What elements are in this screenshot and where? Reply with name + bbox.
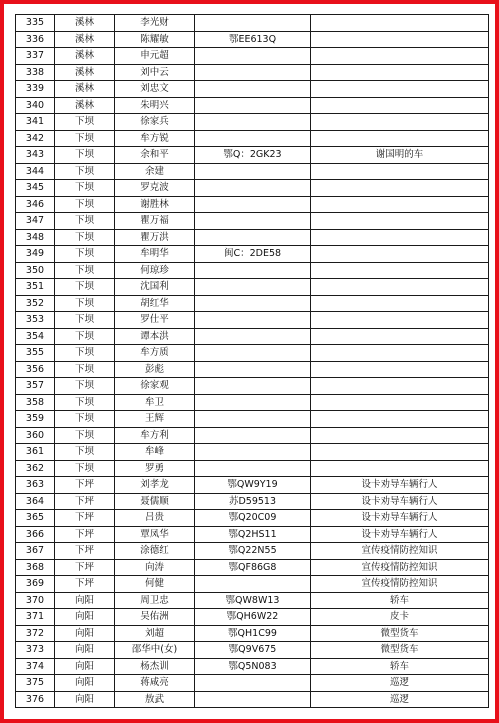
row-number-cell: 345 [16, 180, 55, 197]
person-name-cell: 敖武 [115, 691, 195, 708]
table-row [16, 576, 489, 593]
village-cell: 下坝 [55, 444, 115, 461]
person-name-cell: 刘超 [115, 625, 195, 642]
plate-number-cell: 鄂Q：2GK23 [195, 147, 311, 164]
person-name-cell: 涂德红 [115, 543, 195, 560]
village-cell: 下坝 [55, 378, 115, 395]
plate-number-cell [195, 312, 311, 329]
row-number-cell: 376 [16, 691, 55, 708]
row-number-cell: 349 [16, 246, 55, 263]
plate-number-cell [195, 48, 311, 65]
note-cell: 设卡劝导车辆行人 [311, 510, 489, 527]
village-cell: 向阳 [55, 675, 115, 692]
row-number-cell: 346 [16, 196, 55, 213]
note-cell: 轿车 [311, 592, 489, 609]
note-cell [311, 427, 489, 444]
note-cell [311, 31, 489, 48]
row-number-cell: 339 [16, 81, 55, 98]
table-row [16, 229, 489, 246]
table-row [16, 625, 489, 642]
village-cell: 下坪 [55, 576, 115, 593]
plate-number-cell [195, 576, 311, 593]
plate-number-cell [195, 279, 311, 296]
village-cell: 向阳 [55, 625, 115, 642]
village-cell: 向阳 [55, 691, 115, 708]
plate-number-cell [195, 97, 311, 114]
table-row [16, 543, 489, 560]
row-number-cell: 372 [16, 625, 55, 642]
row-number-cell: 335 [16, 15, 55, 32]
village-cell: 下坪 [55, 493, 115, 510]
person-name-cell: 吴佑洲 [115, 609, 195, 626]
row-number-cell: 358 [16, 394, 55, 411]
note-cell [311, 312, 489, 329]
row-number-cell: 350 [16, 262, 55, 279]
table-row [16, 361, 489, 378]
person-name-cell: 牟方利 [115, 427, 195, 444]
note-cell: 宣传疫情防控知识 [311, 576, 489, 593]
village-cell: 下坝 [55, 130, 115, 147]
note-cell [311, 345, 489, 362]
plate-number-cell [195, 64, 311, 81]
person-name-cell: 邵华中(女) [115, 642, 195, 659]
village-cell: 下坪 [55, 543, 115, 560]
plate-number-cell [195, 114, 311, 131]
table-row [16, 213, 489, 230]
table-row [16, 97, 489, 114]
row-number-cell: 347 [16, 213, 55, 230]
table-row [16, 609, 489, 626]
village-cell: 下坝 [55, 213, 115, 230]
plate-number-cell: 鄂QW8W13 [195, 592, 311, 609]
village-cell: 溪林 [55, 48, 115, 65]
row-number-cell: 341 [16, 114, 55, 131]
note-cell [311, 378, 489, 395]
person-name-cell: 刘中云 [115, 64, 195, 81]
plate-number-cell [195, 460, 311, 477]
person-name-cell: 向涛 [115, 559, 195, 576]
row-number-cell: 348 [16, 229, 55, 246]
village-cell: 溪林 [55, 97, 115, 114]
table-row [16, 493, 489, 510]
table-row [16, 246, 489, 263]
village-cell: 下坝 [55, 460, 115, 477]
note-cell [311, 229, 489, 246]
person-name-cell: 瞿万洪 [115, 229, 195, 246]
person-name-cell: 徐家兵 [115, 114, 195, 131]
plate-number-cell [195, 427, 311, 444]
row-number-cell: 352 [16, 295, 55, 312]
person-name-cell: 聂儒顺 [115, 493, 195, 510]
table-row [16, 427, 489, 444]
village-cell: 下坝 [55, 180, 115, 197]
table-row [16, 477, 489, 494]
table-row [16, 180, 489, 197]
person-name-cell: 申元超 [115, 48, 195, 65]
table-row [16, 559, 489, 576]
person-name-cell: 罗勇 [115, 460, 195, 477]
plate-number-cell [195, 361, 311, 378]
note-cell [311, 180, 489, 197]
plate-number-cell: 鄂Q9V675 [195, 642, 311, 659]
village-cell: 下坝 [55, 361, 115, 378]
row-number-cell: 365 [16, 510, 55, 527]
note-cell: 巡逻 [311, 691, 489, 708]
plate-number-cell [195, 345, 311, 362]
person-name-cell: 牟明华 [115, 246, 195, 263]
village-cell: 溪林 [55, 31, 115, 48]
note-cell [311, 64, 489, 81]
village-cell: 溪林 [55, 81, 115, 98]
village-cell: 下坝 [55, 196, 115, 213]
table-row [16, 163, 489, 180]
table-row [16, 130, 489, 147]
roster-table [15, 14, 489, 708]
row-number-cell: 361 [16, 444, 55, 461]
note-cell [311, 411, 489, 428]
plate-number-cell: 苏D59513 [195, 493, 311, 510]
person-name-cell: 蒋咸亮 [115, 675, 195, 692]
table-row [16, 31, 489, 48]
plate-number-cell [195, 444, 311, 461]
row-number-cell: 375 [16, 675, 55, 692]
table-row [16, 642, 489, 659]
person-name-cell: 罗克波 [115, 180, 195, 197]
table-row [16, 526, 489, 543]
person-name-cell: 刘孝龙 [115, 477, 195, 494]
row-number-cell: 367 [16, 543, 55, 560]
plate-number-cell [195, 196, 311, 213]
note-cell [311, 114, 489, 131]
table-row [16, 312, 489, 329]
village-cell: 溪林 [55, 64, 115, 81]
row-number-cell: 370 [16, 592, 55, 609]
plate-number-cell [195, 328, 311, 345]
plate-number-cell [195, 163, 311, 180]
table-row [16, 15, 489, 32]
row-number-cell: 360 [16, 427, 55, 444]
village-cell: 下坝 [55, 295, 115, 312]
note-cell: 皮卡 [311, 609, 489, 626]
plate-number-cell: 鄂Q5N083 [195, 658, 311, 675]
note-cell [311, 213, 489, 230]
note-cell [311, 163, 489, 180]
row-number-cell: 342 [16, 130, 55, 147]
plate-number-cell: 鄂QW9Y19 [195, 477, 311, 494]
person-name-cell: 牟方质 [115, 345, 195, 362]
row-number-cell: 354 [16, 328, 55, 345]
plate-number-cell [195, 229, 311, 246]
person-name-cell: 牟卫 [115, 394, 195, 411]
note-cell [311, 48, 489, 65]
row-number-cell: 363 [16, 477, 55, 494]
note-cell: 宣传疫情防控知识 [311, 543, 489, 560]
person-name-cell: 胡红华 [115, 295, 195, 312]
row-number-cell: 356 [16, 361, 55, 378]
note-cell [311, 15, 489, 32]
person-name-cell: 牟方锐 [115, 130, 195, 147]
row-number-cell: 357 [16, 378, 55, 395]
plate-number-cell [195, 180, 311, 197]
plate-number-cell [195, 378, 311, 395]
person-name-cell: 陈耀敏 [115, 31, 195, 48]
table-row [16, 48, 489, 65]
note-cell [311, 130, 489, 147]
note-cell: 设卡劝导车辆行人 [311, 477, 489, 494]
plate-number-cell [195, 691, 311, 708]
note-cell: 设卡劝导车辆行人 [311, 493, 489, 510]
person-name-cell: 徐家观 [115, 378, 195, 395]
row-number-cell: 344 [16, 163, 55, 180]
row-number-cell: 368 [16, 559, 55, 576]
person-name-cell: 沈国利 [115, 279, 195, 296]
village-cell: 下坝 [55, 279, 115, 296]
note-cell: 轿车 [311, 658, 489, 675]
row-number-cell: 371 [16, 609, 55, 626]
table-row [16, 592, 489, 609]
plate-number-cell: 鄂Q2HS11 [195, 526, 311, 543]
village-cell: 溪林 [55, 15, 115, 32]
village-cell: 下坝 [55, 411, 115, 428]
note-cell: 微型货车 [311, 642, 489, 659]
village-cell: 下坪 [55, 559, 115, 576]
plate-number-cell [195, 213, 311, 230]
person-name-cell: 谭本洪 [115, 328, 195, 345]
note-cell: 谢国明的车 [311, 147, 489, 164]
village-cell: 下坝 [55, 427, 115, 444]
plate-number-cell: 鄂QH6W22 [195, 609, 311, 626]
row-number-cell: 351 [16, 279, 55, 296]
plate-number-cell [195, 295, 311, 312]
plate-number-cell: 鄂EE613Q [195, 31, 311, 48]
village-cell: 向阳 [55, 642, 115, 659]
person-name-cell: 杨杰训 [115, 658, 195, 675]
person-name-cell: 李光财 [115, 15, 195, 32]
note-cell [311, 279, 489, 296]
table-row [16, 460, 489, 477]
plate-number-cell: 鄂QF86G8 [195, 559, 311, 576]
row-number-cell: 338 [16, 64, 55, 81]
plate-number-cell: 鄂QH1C99 [195, 625, 311, 642]
person-name-cell: 余和平 [115, 147, 195, 164]
table-row [16, 394, 489, 411]
note-cell: 设卡劝导车辆行人 [311, 526, 489, 543]
village-cell: 下坪 [55, 510, 115, 527]
row-number-cell: 337 [16, 48, 55, 65]
table-row [16, 444, 489, 461]
village-cell: 下坝 [55, 229, 115, 246]
person-name-cell: 刘忠文 [115, 81, 195, 98]
table-row [16, 658, 489, 675]
note-cell: 巡逻 [311, 675, 489, 692]
village-cell: 下坝 [55, 328, 115, 345]
table-row [16, 295, 489, 312]
plate-number-cell: 鄂Q22N55 [195, 543, 311, 560]
row-number-cell: 374 [16, 658, 55, 675]
plate-number-cell: 闽C：2DE58 [195, 246, 311, 263]
row-number-cell: 366 [16, 526, 55, 543]
plate-number-cell: 鄂Q20C09 [195, 510, 311, 527]
person-name-cell: 牟峰 [115, 444, 195, 461]
person-name-cell: 余建 [115, 163, 195, 180]
person-name-cell: 罗仕平 [115, 312, 195, 329]
note-cell: 微型货车 [311, 625, 489, 642]
person-name-cell: 吕贵 [115, 510, 195, 527]
table-row [16, 196, 489, 213]
table-row [16, 328, 489, 345]
note-cell [311, 361, 489, 378]
row-number-cell: 355 [16, 345, 55, 362]
row-number-cell: 364 [16, 493, 55, 510]
table-row [16, 691, 489, 708]
plate-number-cell [195, 262, 311, 279]
note-cell [311, 97, 489, 114]
table-row [16, 81, 489, 98]
table-row [16, 114, 489, 131]
person-name-cell: 周卫忠 [115, 592, 195, 609]
note-cell [311, 81, 489, 98]
row-number-cell: 353 [16, 312, 55, 329]
plate-number-cell [195, 394, 311, 411]
village-cell: 下坝 [55, 262, 115, 279]
table-row [16, 345, 489, 362]
village-cell: 向阳 [55, 592, 115, 609]
person-name-cell: 王辉 [115, 411, 195, 428]
note-cell [311, 444, 489, 461]
village-cell: 下坝 [55, 147, 115, 164]
note-cell: 宣传疫情防控知识 [311, 559, 489, 576]
roster-table-body [16, 15, 489, 708]
note-cell [311, 394, 489, 411]
row-number-cell: 343 [16, 147, 55, 164]
note-cell [311, 196, 489, 213]
person-name-cell: 覃凤华 [115, 526, 195, 543]
person-name-cell: 何琼珍 [115, 262, 195, 279]
plate-number-cell [195, 15, 311, 32]
row-number-cell: 362 [16, 460, 55, 477]
village-cell: 下坝 [55, 394, 115, 411]
table-row [16, 675, 489, 692]
plate-number-cell [195, 411, 311, 428]
note-cell [311, 328, 489, 345]
note-cell [311, 295, 489, 312]
village-cell: 下坝 [55, 246, 115, 263]
note-cell [311, 246, 489, 263]
table-row [16, 262, 489, 279]
row-number-cell: 373 [16, 642, 55, 659]
note-cell [311, 262, 489, 279]
table-row [16, 147, 489, 164]
note-cell [311, 460, 489, 477]
village-cell: 下坪 [55, 526, 115, 543]
person-name-cell: 彭彪 [115, 361, 195, 378]
plate-number-cell [195, 130, 311, 147]
person-name-cell: 何健 [115, 576, 195, 593]
person-name-cell: 朱明兴 [115, 97, 195, 114]
row-number-cell: 340 [16, 97, 55, 114]
table-row [16, 411, 489, 428]
village-cell: 向阳 [55, 609, 115, 626]
village-cell: 下坝 [55, 163, 115, 180]
village-cell: 下坪 [55, 477, 115, 494]
village-cell: 下坝 [55, 345, 115, 362]
row-number-cell: 369 [16, 576, 55, 593]
plate-number-cell [195, 675, 311, 692]
village-cell: 下坝 [55, 114, 115, 131]
person-name-cell: 瞿万福 [115, 213, 195, 230]
table-row [16, 279, 489, 296]
plate-number-cell [195, 81, 311, 98]
table-row [16, 64, 489, 81]
row-number-cell: 336 [16, 31, 55, 48]
row-number-cell: 359 [16, 411, 55, 428]
village-cell: 下坝 [55, 312, 115, 329]
table-row [16, 378, 489, 395]
village-cell: 向阳 [55, 658, 115, 675]
table-row [16, 510, 489, 527]
person-name-cell: 谢胜林 [115, 196, 195, 213]
